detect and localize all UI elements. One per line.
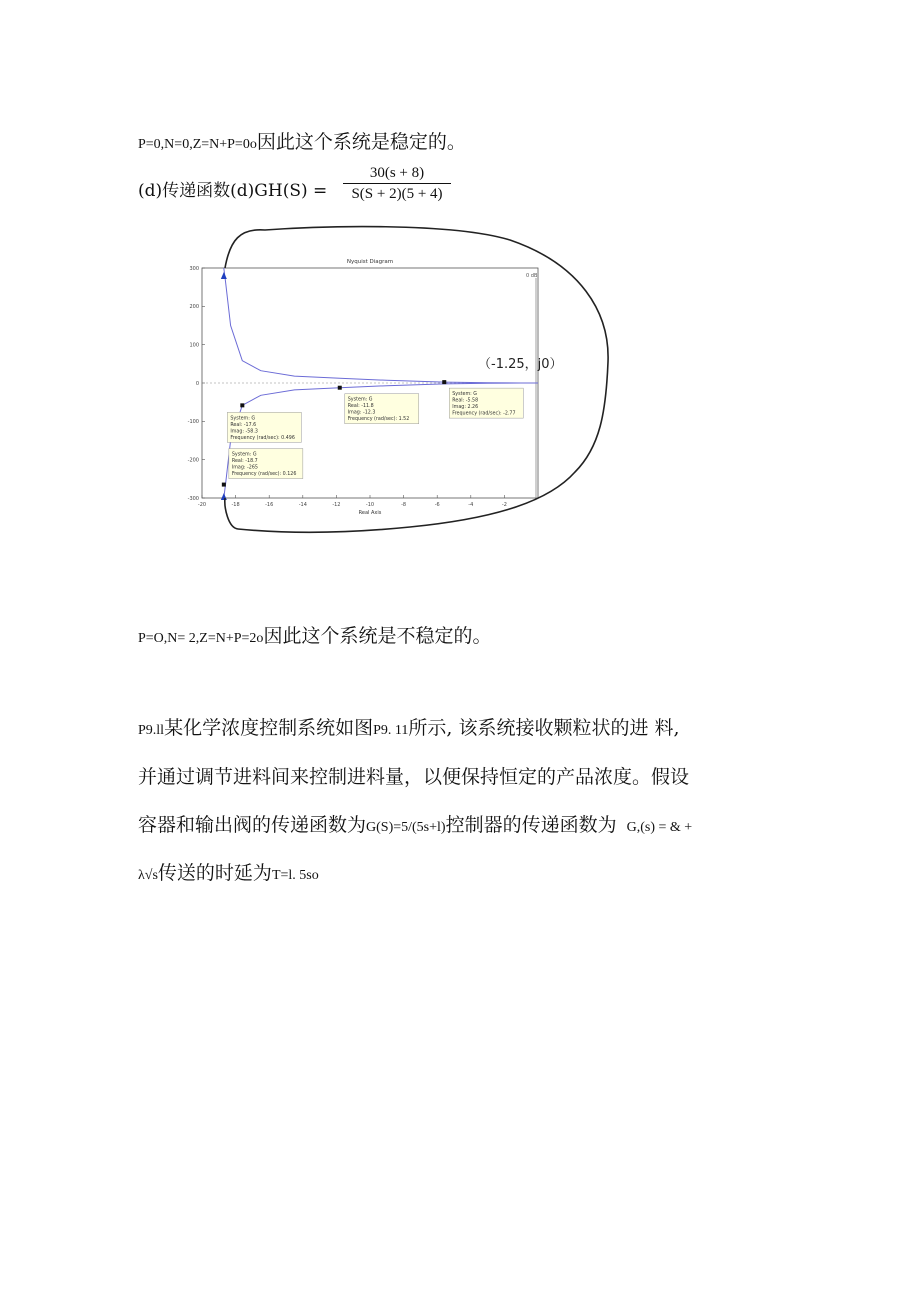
problem-number: P9.ll xyxy=(138,723,165,738)
stability-formula: P=0,N=0,Z=N+P=0o xyxy=(138,137,257,152)
stability-conclusion: 因此这个系统是稳定的。 xyxy=(256,131,466,153)
fraction-denominator: S(S + 2)(5 + 4) xyxy=(351,186,443,202)
time-delay: T=l. 5so xyxy=(271,868,319,883)
x-tick-label: -20 xyxy=(197,502,207,508)
x-tick-label: -2 xyxy=(501,502,507,508)
datatip-text: System: G xyxy=(452,392,478,398)
zero-db-label: 0 dB xyxy=(526,273,538,279)
datatip-text: Frequency (rad/sec): 0.496 xyxy=(230,435,295,441)
plant-transfer-function: G(S)=5/(5s+l) xyxy=(366,820,446,835)
x-tick-label: -18 xyxy=(231,502,240,508)
x-tick-label: -6 xyxy=(434,502,440,508)
datatip-text: Real: -17.6 xyxy=(230,422,257,428)
y-tick-label: -200 xyxy=(187,457,199,464)
datatip-text: System: G xyxy=(231,452,257,458)
problem-text-1: 某化学浓度控制系统如图 xyxy=(164,717,374,739)
datatip-text: Frequency (rad/sec): -2.77 xyxy=(452,411,516,417)
datatip-marker xyxy=(442,380,446,384)
x-axis-label: Real Axis xyxy=(358,510,382,516)
x-tick-label: -4 xyxy=(468,502,474,508)
y-tick-label: -300 xyxy=(187,495,199,502)
x-tick-label: -12 xyxy=(332,502,341,508)
problem-line-3 xyxy=(138,810,692,837)
nyquist-figure xyxy=(180,222,610,542)
figure-ref: P9. 11 xyxy=(373,723,409,738)
datatip-text: Imag: -12.3 xyxy=(347,410,376,416)
datatip-text: Real: -5.58 xyxy=(452,398,479,404)
stability-line-d xyxy=(138,621,491,648)
y-tick-label: 100 xyxy=(189,342,199,349)
x-tick-label: -14 xyxy=(298,502,307,508)
problem-text-4: 传送的时延为 xyxy=(157,862,272,884)
datatip-text: Real: -11.8 xyxy=(347,404,374,410)
x-tick-label: -16 xyxy=(265,502,274,508)
datatip-text: System: G xyxy=(230,416,256,422)
datatip-marker xyxy=(240,403,244,407)
datatip-marker xyxy=(338,386,342,390)
problem-text-2: 并通过调节进料间来控制进料量，以便保持恒定的产品浓度。假设 xyxy=(138,766,690,788)
controller-term: λ√s xyxy=(138,868,158,883)
problem-text-1b: 所示, 该系统接收颗粒状的进 料, xyxy=(408,717,680,739)
stability-conclusion-d: 因此这个系统是不稳定的。 xyxy=(263,625,492,647)
problem-line-4 xyxy=(138,858,319,885)
stability-line-c xyxy=(138,127,466,154)
fraction-numerator: 30(s + 8) xyxy=(343,165,451,184)
y-tick-label: 300 xyxy=(189,265,199,272)
datatip-text: Imag: -265 xyxy=(231,465,258,471)
point-annotation: （-1.25，j0） xyxy=(478,357,563,372)
problem-line-2 xyxy=(138,762,689,789)
datatip-text: Imag: -58.3 xyxy=(230,429,258,435)
y-tick-label: 200 xyxy=(189,304,199,311)
datatip-text: System: G xyxy=(347,397,373,403)
problem-text-3b: 控制器的传递函数为 xyxy=(445,814,617,836)
x-tick-label: -8 xyxy=(401,502,407,508)
controller-transfer-function: G,(s) = & + xyxy=(626,820,693,835)
transfer-function-line xyxy=(138,176,327,201)
datatip-marker xyxy=(222,483,226,487)
datatip-text: Frequency (rad/sec): 1.52 xyxy=(347,417,410,423)
transfer-function-prefix: (d)传递函数(d)GH(S) = xyxy=(138,181,328,201)
datatip-text: Real: -18.7 xyxy=(231,459,258,465)
chart-title: Nyquist Diagram xyxy=(346,259,394,265)
datatip-text: Frequency (rad/sec): 0.126 xyxy=(231,472,297,478)
y-tick-label: -100 xyxy=(187,419,199,426)
problem-line-1 xyxy=(138,713,680,740)
transfer-function-fraction xyxy=(343,165,451,203)
problem-text-3a: 容器和输出阀的传递函数为 xyxy=(138,814,367,836)
datatip-text: Imag: 2.26 xyxy=(452,405,479,411)
stability-formula-d: P=O,N= 2,Z=N+P=2o xyxy=(138,631,264,646)
x-tick-label: -10 xyxy=(365,502,375,508)
nyquist-plot xyxy=(180,222,610,542)
y-tick-label: 0 xyxy=(195,380,199,387)
